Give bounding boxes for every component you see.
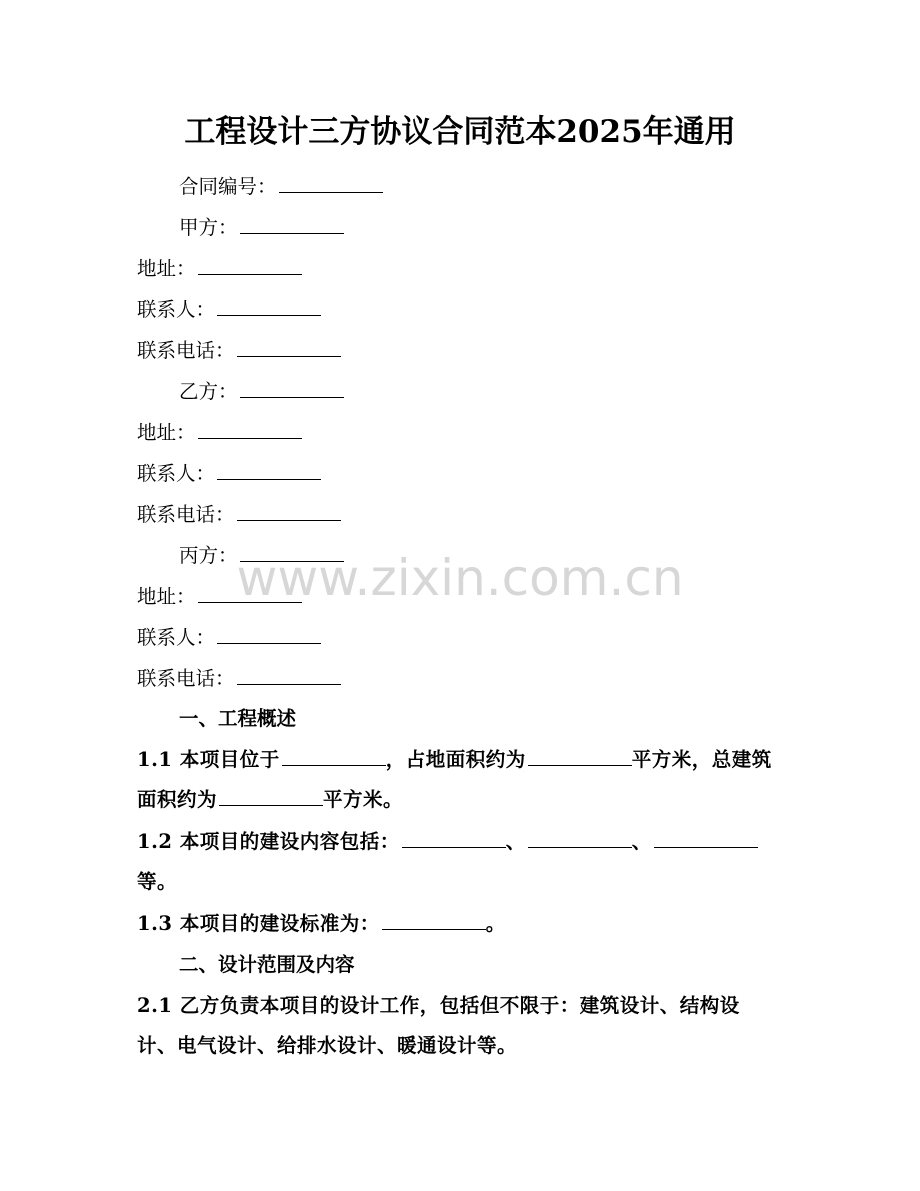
section-1-3-text-a: 1.3 本项目的建设标准为： <box>137 912 380 935</box>
party-a-phone-line <box>137 336 341 365</box>
party-c-label: 丙方： <box>179 544 238 567</box>
party-a-label: 甲方： <box>179 216 238 239</box>
party-c-blank <box>240 541 344 562</box>
party-a-line <box>179 213 344 242</box>
section-1-2-sep-2: 、 <box>631 830 652 853</box>
party-a-phone-blank <box>237 336 341 357</box>
section-1-2-paragraph <box>137 822 777 902</box>
section-1-2-text-d: 等。 <box>137 870 178 893</box>
section-1-2-blank-1 <box>402 827 506 848</box>
party-a-contact-blank <box>217 295 321 316</box>
party-b-address-line <box>137 418 302 447</box>
party-a-contact-line <box>137 295 321 324</box>
party-b-phone-label: 联系电话： <box>137 503 235 526</box>
section-1-1-blank-area <box>528 745 632 766</box>
section-1-3-paragraph <box>137 904 777 944</box>
party-c-phone-line <box>137 664 341 693</box>
contract-number-line <box>179 172 383 201</box>
party-b-contact-label: 联系人： <box>137 462 216 485</box>
contract-number-blank <box>279 172 383 193</box>
watermark-text: www.zixin.com.cn <box>236 549 684 607</box>
section-1-2-blank-3 <box>654 827 758 848</box>
section-2-1-paragraph: 2.1 乙方负责本项目的设计工作，包括但不限于：建筑设计、结构设计、电气设计、给排水设计、暖通设计等。 <box>137 994 740 1057</box>
section-1-3-text-b: 。 <box>485 912 506 935</box>
section-1-1-blank-location <box>282 745 386 766</box>
document-title: 工程设计三方协议合同范本2025年通用 <box>184 114 736 150</box>
party-b-address-label: 地址： <box>137 421 196 444</box>
party-c-phone-label: 联系电话： <box>137 667 235 690</box>
section-1-1-text-d: 平方米。 <box>323 788 404 811</box>
party-a-phone-label: 联系电话： <box>137 339 235 362</box>
section-1-1-paragraph <box>137 740 777 820</box>
section-1-1-text-c: 平方米，总建筑面积约为 <box>137 748 772 811</box>
party-b-phone-blank <box>237 500 341 521</box>
party-c-address-line <box>137 582 302 611</box>
party-a-address-blank <box>198 254 302 275</box>
party-b-phone-line <box>137 500 341 529</box>
section-1-2-sep-1: 、 <box>505 830 526 853</box>
party-c-contact-label: 联系人： <box>137 626 216 649</box>
party-a-blank <box>240 213 344 234</box>
party-a-address-label: 地址： <box>137 257 196 280</box>
section-1-2-blank-2 <box>528 827 632 848</box>
section-1-1-text-a: 1.1 本项目位于 <box>137 748 280 771</box>
party-b-address-blank <box>198 418 302 439</box>
party-a-address-line <box>137 254 302 283</box>
section-1-1-blank-building-area <box>219 785 323 806</box>
party-b-blank <box>240 377 344 398</box>
party-c-address-blank <box>198 582 302 603</box>
party-b-contact-blank <box>217 459 321 480</box>
section-1-2-text-a: 1.2 本项目的建设内容包括： <box>137 830 400 853</box>
party-b-contact-line <box>137 459 321 488</box>
section-2-heading: 二、设计范围及内容 <box>179 953 355 976</box>
section-1-3-blank <box>382 909 486 930</box>
party-a-contact-label: 联系人： <box>137 298 216 321</box>
party-c-line <box>179 541 344 570</box>
section-1-1-text-b: ，占地面积约为 <box>385 748 526 771</box>
party-c-contact-line <box>137 623 321 652</box>
party-c-phone-blank <box>237 664 341 685</box>
party-c-contact-blank <box>217 623 321 644</box>
party-b-line <box>179 377 344 406</box>
contract-number-label: 合同编号： <box>179 175 277 198</box>
party-b-label: 乙方： <box>179 380 238 403</box>
section-1-heading: 一、工程概述 <box>179 707 297 730</box>
party-c-address-label: 地址： <box>137 585 196 608</box>
